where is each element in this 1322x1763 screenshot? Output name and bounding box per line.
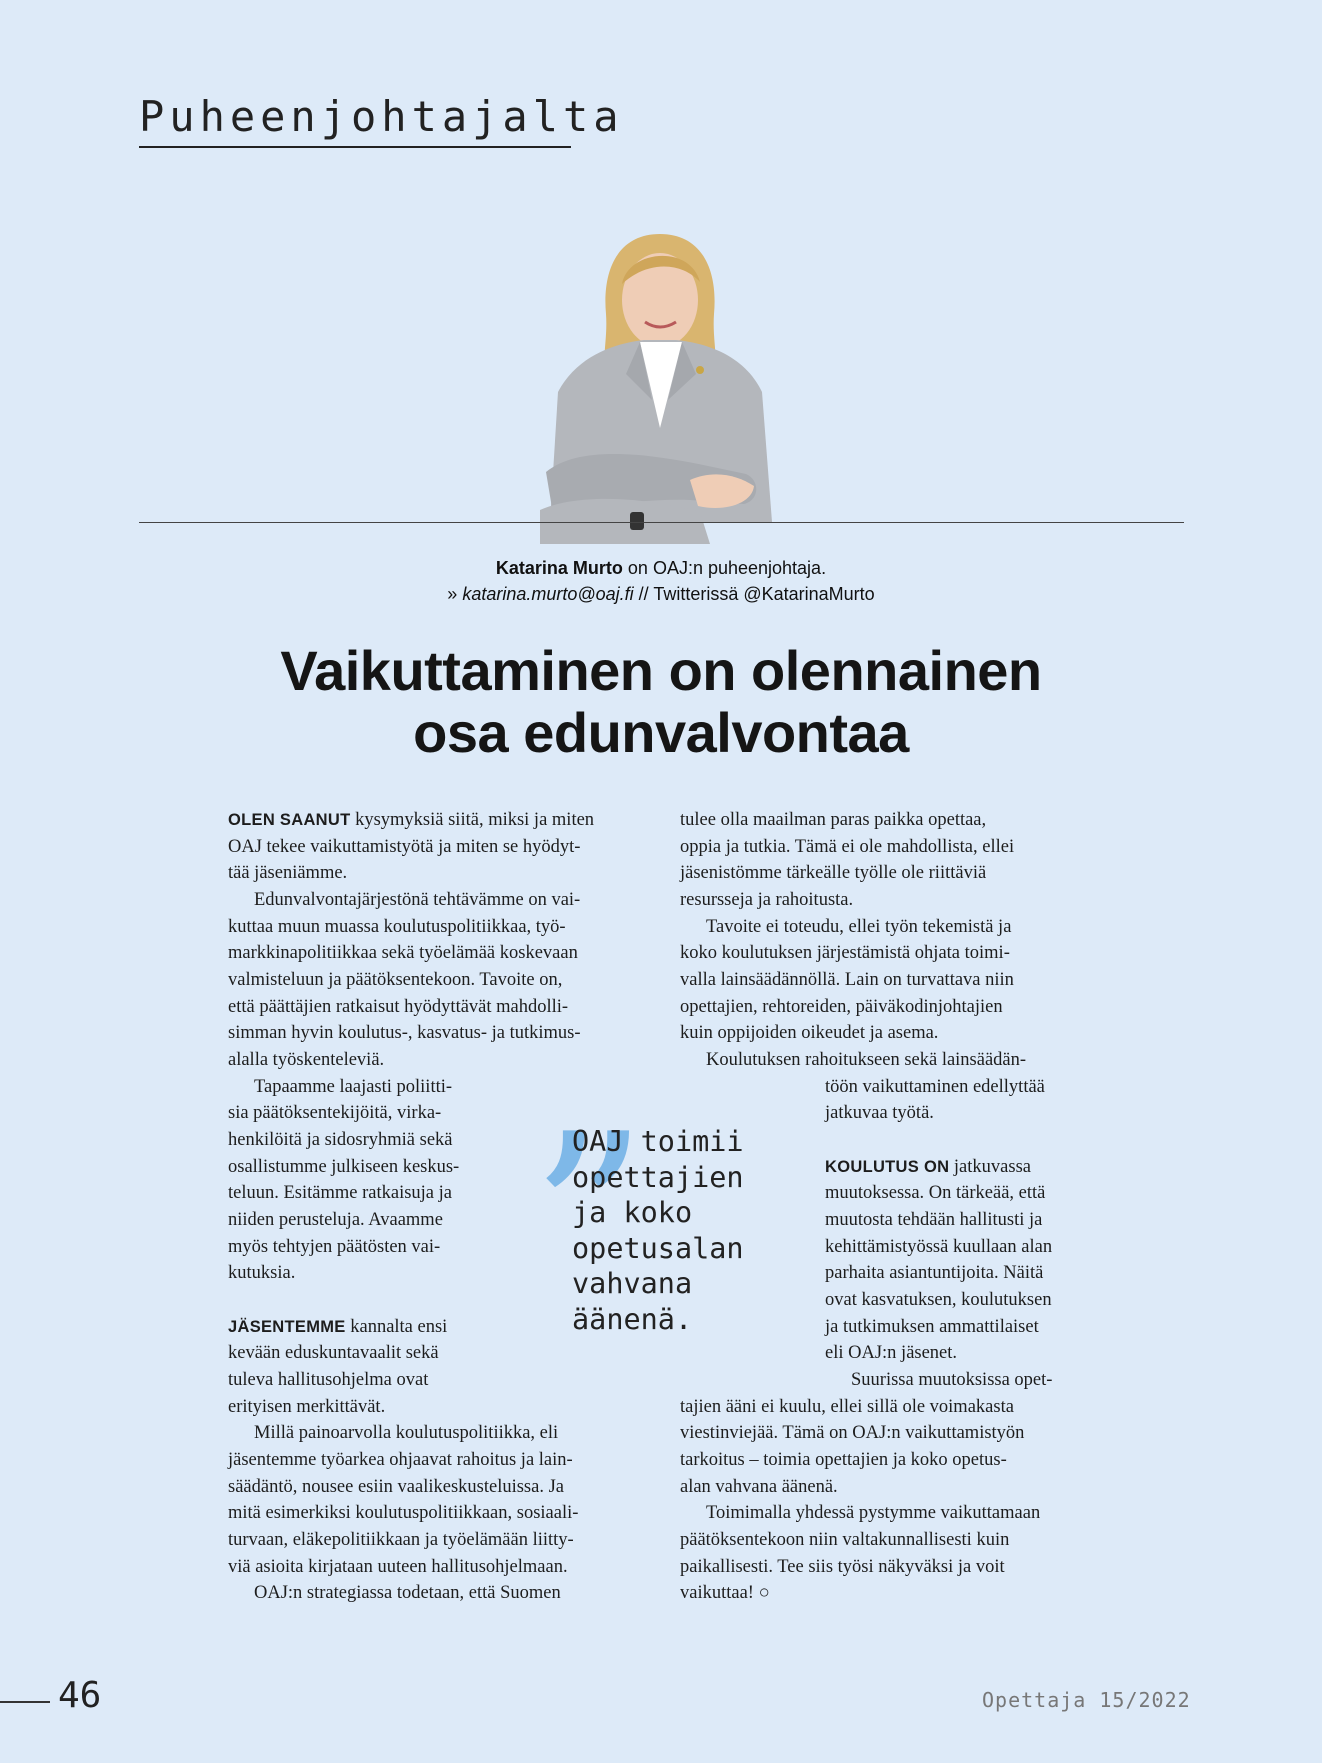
text-line: ovat kasvatuksen, koulutuksen bbox=[825, 1290, 1052, 1310]
headline-line-1: Vaikuttaminen on olennainen bbox=[280, 639, 1042, 702]
text-line: paikallisesti. Tee siis työsi näkyväksi ja voit bbox=[680, 1557, 1005, 1577]
text-line: simman hyvin koulutus-, kasvatus- ja tutkimus- bbox=[228, 1023, 581, 1043]
text-line: OAJ:n strategiassa todetaan, että Suomen bbox=[254, 1583, 561, 1603]
byline-line-2 bbox=[0, 581, 1322, 607]
page-number: 46 bbox=[58, 1675, 102, 1716]
byline-line-1 bbox=[0, 555, 1322, 581]
header-divider bbox=[139, 522, 1184, 523]
text-line: valmisteluun ja päätöksentekoon. Tavoite on, bbox=[228, 970, 563, 990]
text-line: myös tehtyjen päätösten vai- bbox=[228, 1237, 441, 1257]
text-line: jatkuvaa työtä. bbox=[825, 1103, 934, 1123]
contact-bullet: » bbox=[447, 584, 463, 604]
text-line: teluun. Esitämme ratkaisuja ja bbox=[228, 1183, 452, 1203]
text-line: Suurissa muutoksissa opet- bbox=[851, 1370, 1053, 1390]
text-line: JÄSENTEMME kannalta ensi bbox=[228, 1317, 448, 1337]
text-line: OAJ tekee vaikuttamistyötä ja miten se hyödyt- bbox=[228, 837, 581, 857]
text-line: koko koulutuksen järjestämistä ohjata toimi- bbox=[680, 943, 1010, 963]
text-line: jäsenistömme tärkeälle työlle ole riittäviä bbox=[680, 863, 987, 883]
lead-in: OLEN SAANUT bbox=[228, 811, 351, 829]
text-line: alan vahvana äänenä. bbox=[680, 1477, 838, 1497]
issue-label: Opettaja 15/2022 bbox=[982, 1688, 1191, 1712]
author-name: Katarina Murto bbox=[495, 558, 623, 578]
text-line: kuttaa muun muassa koulutuspolitiikkaa, työ- bbox=[228, 917, 566, 937]
lead-in: KOULUTUS ON bbox=[825, 1158, 950, 1176]
text-line: Edunvalvontajärjestönä tehtävämme on vai- bbox=[254, 890, 581, 910]
pull-quote-line: vahvana bbox=[572, 1267, 693, 1300]
text-line: sia päätöksentekijöitä, virka- bbox=[228, 1103, 442, 1123]
text-line: tarkoitus – toimia opettajien ja koko opetus- bbox=[680, 1450, 1007, 1470]
article-headline bbox=[0, 640, 1322, 764]
text-line: Koulutuksen rahoitukseen sekä lainsäädän- bbox=[706, 1050, 1027, 1070]
text-line: opettajien, rehtoreiden, päiväkodinjohtajien bbox=[680, 997, 1003, 1017]
text-line: osallistumme julkiseen keskus- bbox=[228, 1157, 460, 1177]
pull-quote-line: opettajien bbox=[572, 1160, 744, 1194]
text-line: vaikuttaa! ○ bbox=[680, 1583, 770, 1603]
text-line: Toimimalla yhdessä pystymme vaikuttamaan bbox=[706, 1503, 1041, 1523]
text-line: KOULUTUS ON jatkuvassa bbox=[825, 1157, 1031, 1177]
text-line: OLEN SAANUT kysymyksiä siitä, miksi ja miten bbox=[228, 810, 595, 830]
text-line: kevään eduskuntavaalit sekä bbox=[228, 1343, 439, 1363]
text-line: Tavoite ei toteudu, ellei työn tekemistä ja bbox=[706, 917, 1012, 937]
text-line: parhaita asiantuntijoita. Näitä bbox=[825, 1263, 1044, 1283]
text-line: kehittämistyössä kuullaan alan bbox=[825, 1237, 1053, 1257]
lead-in: JÄSENTEMME bbox=[228, 1318, 346, 1336]
author-twitter: // Twitterissä @KatarinaMurto bbox=[633, 584, 875, 604]
pull-quote-line: OAJ toimii bbox=[572, 1125, 744, 1158]
text-line: päätöksentekoon niin valtakunnallisesti kuin bbox=[680, 1530, 1010, 1550]
author-portrait bbox=[540, 222, 780, 544]
section-rule bbox=[139, 146, 571, 148]
headline-line-2: osa edunvalvontaa bbox=[413, 701, 909, 764]
text-line: tuleva hallitusohjelma ovat bbox=[228, 1370, 429, 1390]
text-line: niiden perusteluja. Avaamme bbox=[228, 1210, 443, 1230]
text-line: viestinviejää. Tämä on OAJ:n vaikuttamistyön bbox=[680, 1423, 1025, 1443]
text-line: valla lainsäädännöllä. Lain on turvattava niin bbox=[680, 970, 1014, 990]
text-line: ja tutkimuksen ammattilaiset bbox=[825, 1317, 1039, 1337]
author-byline bbox=[0, 555, 1322, 607]
text-line: eli OAJ:n jäsenet. bbox=[825, 1343, 958, 1363]
text-line: tajien ääni ei kuulu, ellei sillä ole voimakasta bbox=[680, 1397, 1014, 1417]
text-line: tää jäseniämme. bbox=[228, 863, 348, 883]
text-line: Millä painoarvolla koulutuspolitiikka, eli bbox=[254, 1423, 559, 1443]
section-label: Puheenjohtajalta bbox=[139, 92, 624, 141]
text-line: jäsentemme työarkea ohjaavat rahoitus ja lain- bbox=[228, 1450, 573, 1470]
author-email[interactable]: katarina.murto@oaj.fi bbox=[462, 584, 634, 604]
text-line: markkinapolitiikkaa sekä työelämää koskevaan bbox=[228, 943, 578, 963]
text-line: alalla työskenteleviä. bbox=[228, 1050, 385, 1070]
text-line: että päättäjien ratkaisut hyödyttävät mahdolli- bbox=[228, 997, 569, 1017]
author-role: on OAJ:n puheenjohtaja. bbox=[622, 558, 827, 578]
text-line: henkilöitä ja sidosryhmiä sekä bbox=[228, 1130, 453, 1150]
text-line: kutuksia. bbox=[228, 1263, 296, 1283]
pull-quote-line: äänenä. bbox=[572, 1302, 693, 1336]
text-line: muutosta tehdään hallitusti ja bbox=[825, 1210, 1043, 1230]
pull-quote bbox=[572, 1124, 744, 1337]
pull-quote-line: ja koko bbox=[572, 1196, 693, 1229]
text-line: töön vaikuttaminen edellyttää bbox=[825, 1077, 1045, 1097]
text-line: oppia ja tutkia. Tämä ei ole mahdollista, ellei bbox=[680, 837, 1015, 857]
text-line: erityisen merkittävät. bbox=[228, 1397, 386, 1417]
text-line: resursseja ja rahoitusta. bbox=[680, 890, 854, 910]
text-line: mitä esimerkiksi koulutuspolitiikkaan, sosiaali- bbox=[228, 1503, 579, 1523]
text-line: Tapaamme laajasti poliitti- bbox=[254, 1077, 453, 1097]
text-line: tulee olla maailman paras paikka opettaa, bbox=[680, 810, 987, 830]
page-number-rule bbox=[0, 1701, 50, 1703]
text-line: viä asioita kirjataan uuteen hallitusohjelmaan. bbox=[228, 1557, 568, 1577]
text-line: kuin oppijoiden oikeudet ja asema. bbox=[680, 1023, 939, 1043]
text-line: muutoksessa. On tärkeää, että bbox=[825, 1183, 1046, 1203]
pull-quote-line: opetusalan bbox=[572, 1231, 744, 1265]
text-line: säädäntö, nousee esiin vaalikeskusteluissa. Ja bbox=[228, 1477, 564, 1497]
text-line: turvaan, eläkepolitiikkaan ja työelämään liitty- bbox=[228, 1530, 574, 1550]
